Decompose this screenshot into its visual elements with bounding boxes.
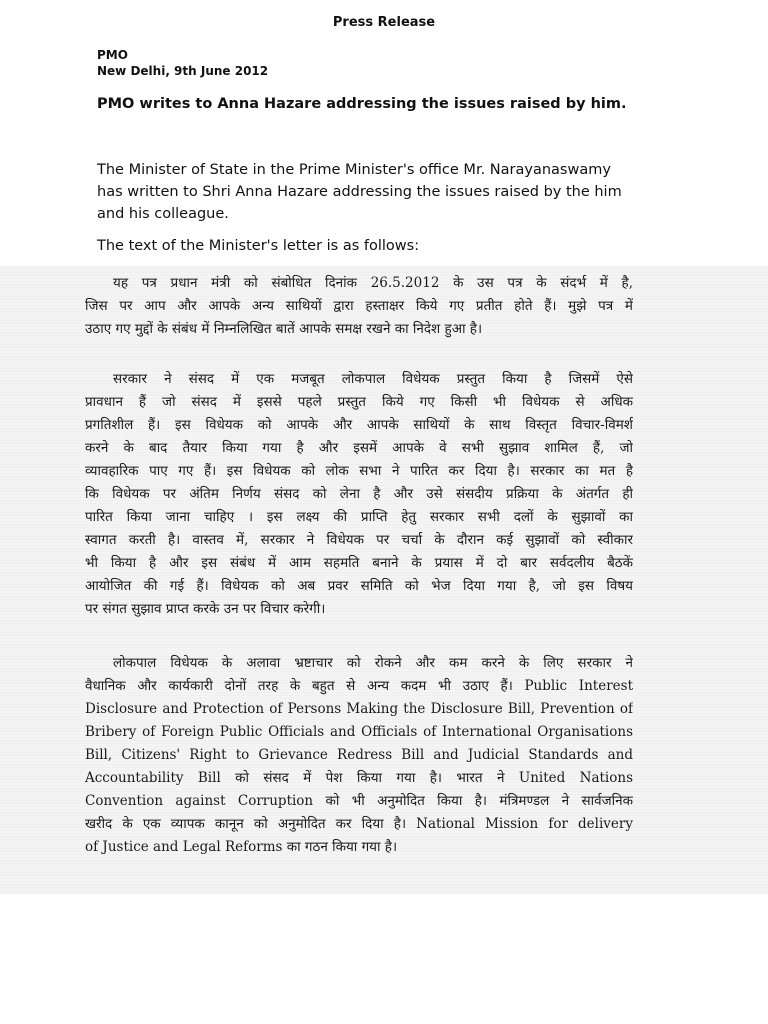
intro-paragraph: [97, 159, 637, 225]
letter-line: प्रगतिशील हैं। इस विधेयक को आपके और आपके साथियों के साथ विस्तृत विचार-विमर्श: [85, 417, 633, 433]
page-title: Press Release: [332, 15, 436, 30]
letter-line: उठाए गए मुद्दों के संबंध में निम्नलिखित बातें आपके समक्ष रखने का निदेश हुआ है।: [85, 321, 483, 337]
intro-line: has written to Shri Anna Hazare addressing the issues raised by the him: [97, 184, 622, 200]
letter-line: करने के बाद तैयार किया गया है और इसमें आपके वे सभी सुझाव शामिल हैं, जो: [85, 440, 633, 456]
letter-line: पारित किया जाना चाहिए । इस लक्ष्य की प्राप्ति हेतु सरकार सभी दलों के सुझावों का: [85, 509, 633, 525]
letter-paragraph-3: [85, 652, 633, 859]
letter-line: जिस पर आप और आपके अन्य साथियों द्वारा हस्ताक्षर किये गए प्रतीत होते हैं। मुझे पत्र में: [85, 298, 633, 314]
letter-line: Accountability Bill को संसद में पेश किया गया है। भारत ने United Nations: [85, 770, 633, 786]
letter-line: व्यावहारिक पाए गए हैं। इस विधेयक को लोक सभा ने पारित कर दिया है। सरकार का मत है: [85, 463, 633, 479]
letter-line: of Justice and Legal Reforms का गठन किया गया है।: [85, 839, 398, 855]
place-date: New Delhi, 9th June 2012: [97, 64, 269, 78]
letter-line: भी किया है और इस संबंध में आम सहमति बनाने के प्रयास में दो बार सर्वदलीय बैठकें: [85, 555, 633, 571]
release-meta: [97, 47, 268, 79]
office-label: PMO: [97, 48, 128, 62]
letter-paragraph-1: [85, 272, 633, 341]
letter-line: लोकपाल विधेयक के अलावा भ्रष्टाचार को रोकने और कम करने के लिए सरकार ने: [113, 655, 633, 671]
letter-line: कि विधेयक पर अंतिम निर्णय संसद को लेना है और उसे संसदीय प्रक्रिया के अंतर्गत ही: [85, 486, 633, 502]
letter-line: Bill, Citizens' Right to Grievance Redress Bill and Judicial Standards and: [85, 747, 633, 763]
letter-intro-label: The text of the Minister's letter is as follows:: [97, 238, 420, 254]
letter-line: वैधानिक और कार्यकारी दोनों तरह के बहुत से अन्य कदम भी उठाए हैं। Public Interest: [85, 678, 633, 694]
letter-line: Convention against Corruption को भी अनुमोदित किया है। मंत्रिमण्डल ने सार्वजनिक: [85, 793, 633, 809]
intro-line: and his colleague.: [97, 206, 229, 222]
letter-line: खरीद के एक व्यापक कानून को अनुमोदित कर दिया है। National Mission for delivery: [85, 816, 633, 832]
letter-line: यह पत्र प्रधान मंत्री को संबोधित दिनांक 26.5.2012 के उस पत्र के संदर्भ में है,: [113, 275, 633, 291]
letter-paragraph-2: [85, 368, 633, 621]
letter-line: सरकार ने संसद में एक मजबूत लोकपाल विधेयक प्रस्तुत किया है जिसमें ऐसे: [113, 371, 633, 387]
letter-line: प्रावधान हैं जो संसद में इससे पहले प्रस्तुत किये गए किसी भी विधेयक से अधिक: [85, 394, 633, 410]
intro-line: The Minister of State in the Prime Minister's office Mr. Narayanaswamy: [97, 162, 611, 178]
letter-line: Bribery of Foreign Public Officials and Officials of International Organisations: [85, 724, 633, 740]
letter-line: स्वागत करती है। वास्तव में, सरकार ने विधेयक पर चर्चा के दौरान कई सुझावों को स्वीकार: [85, 532, 633, 548]
letter-line: आयोजित की गई हैं। विधेयक को अब प्रवर समिति को भेज दिया गया है, जो इस विषय: [85, 578, 633, 594]
headline: PMO writes to Anna Hazare addressing the issues raised by him.: [97, 96, 627, 112]
letter-line: Disclosure and Protection of Persons Making the Disclosure Bill, Prevention of: [85, 701, 633, 717]
letter-line: पर संगत सुझाव प्राप्त करके उन पर विचार करेगी।: [85, 601, 326, 617]
